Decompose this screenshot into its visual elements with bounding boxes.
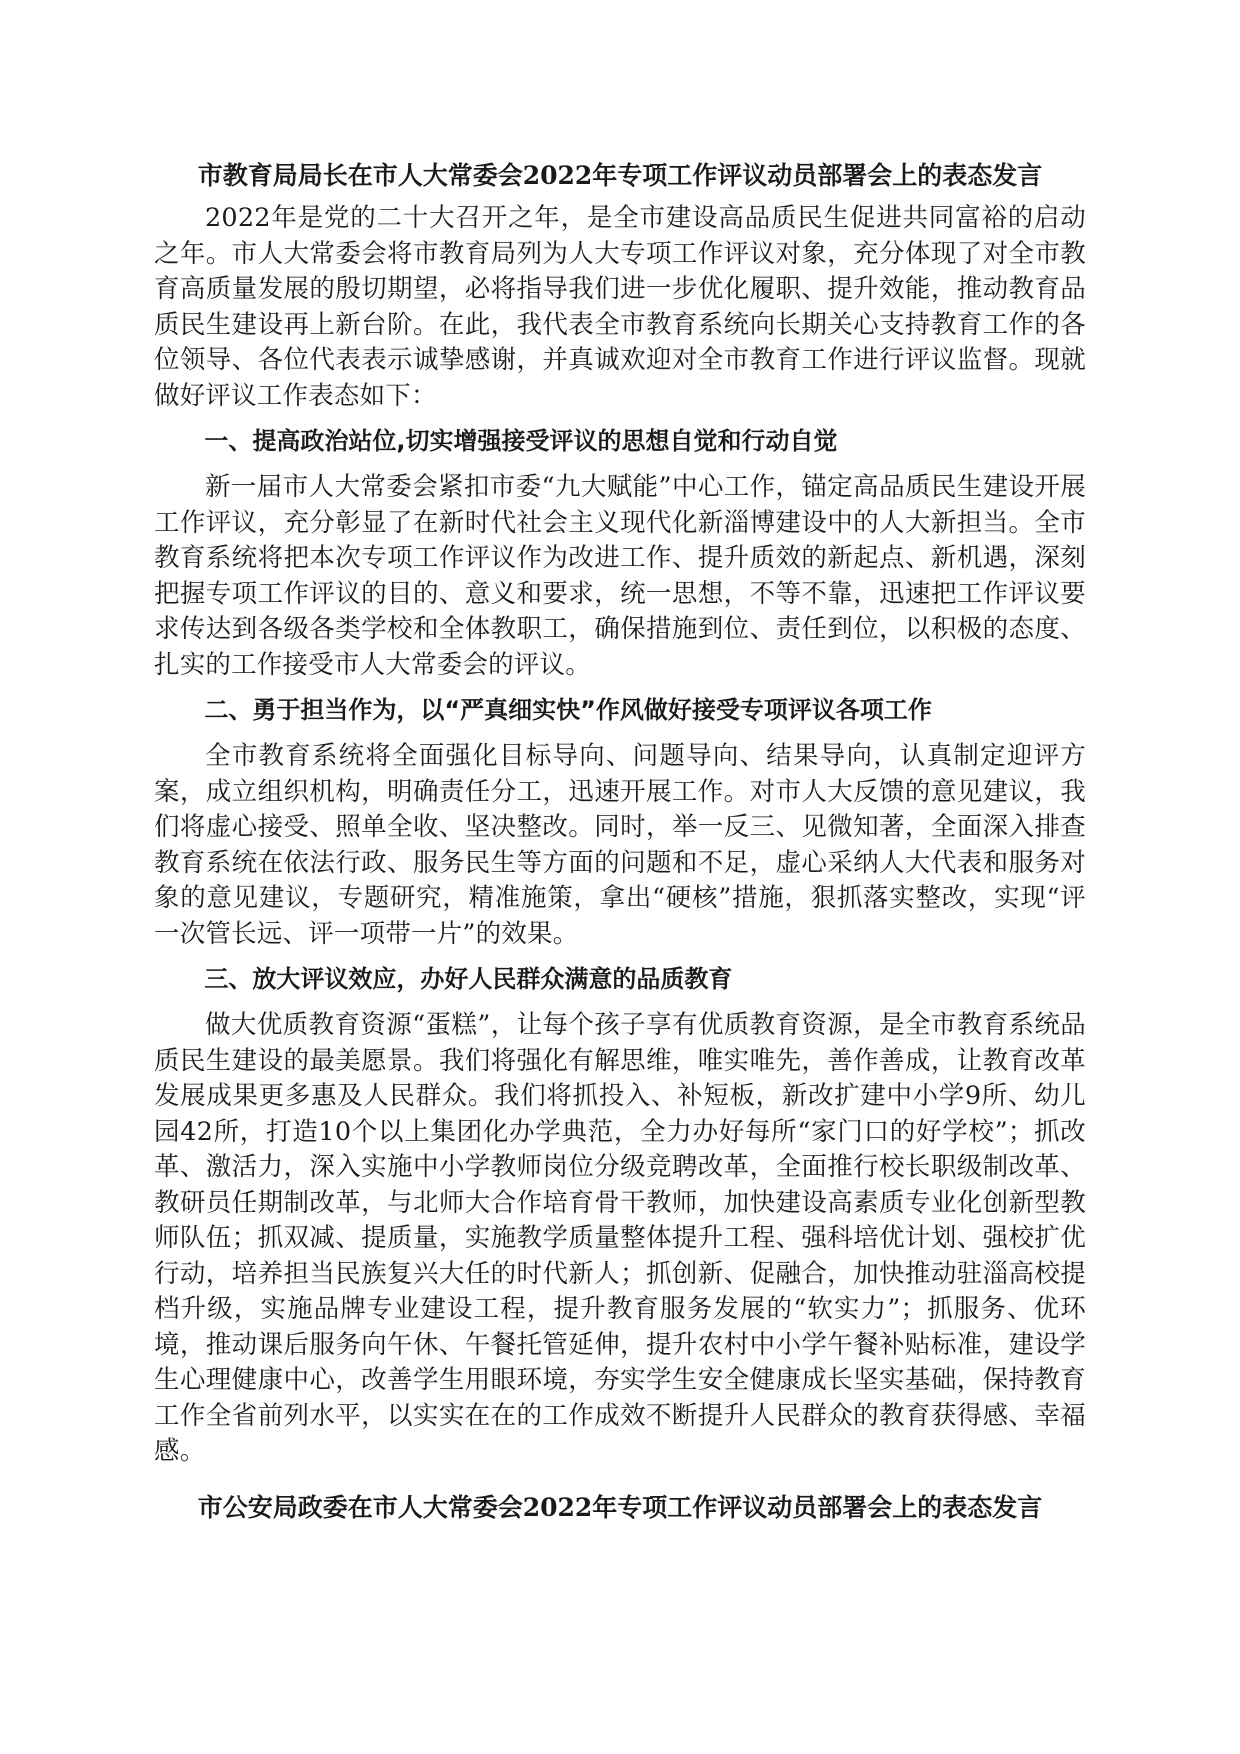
section-body-1: 新一届市人大常委会紧扣市委“九大赋能”中心工作，锚定高品质民生建设开展工作评议，充分彰显了在新时代社会主义现代化新淄博建设中的人大新担当。全市教育系统将把本次专项工作评议作为改进工作、提升质效的新起点、新机遇，深刻把握专项工作评议的目的、意义和要求，统一思想，不等不靠，迅速把工作评议要求传达到各级各类学校和全体教职工，确保措施到位、责任到位，以积极的态度、扎实的工作接受市人大常委会的评议。 [154,472,1086,680]
section-body-2: 全市教育系统将全面强化目标导向、问题导向、结果导向，认真制定迎评方案，成立组织机构，明确责任分工，迅速开展工作。对市人大反馈的意见建议，我们将虚心接受、照单全收、坚决整改。同时，举一反三、见微知著，全面深入排查教育系统在依法行政、服务民生等方面的问题和不足，虚心采纳人大代表和服务对象的意见建议，专题研究，精准施策，拿出“硬核”措施，狠抓落实整改，实现“评一次管长远、评一项带一片”的效果。 [154,741,1086,949]
intro-paragraph: 2022年是党的二十大召开之年，是全市建设高品质民生促进共同富裕的启动之年。市人大常委会将市教育局列为人大专项工作评议对象，充分体现了对全市教育高质量发展的殷切期望，必将指导我们进一步优化履职、提升效能，推动教育品质民生建设再上新台阶。在此，我代表全市教育系统向长期关心支持教育工作的各位领导、各位代表表示诚挚感谢，并真诚欢迎对全市教育工作进行评议监督。现就做好评议工作表态如下： [154,203,1086,411]
section-heading-3: 三、放大评议效应，办好人民群众满意的品质教育 [204,965,733,993]
second-document-title: 市公安局政委在市人大常委会2022年专项工作评议动员部署会上的表态发言 [197,1492,1043,1522]
section-heading-1: 一、提高政治站位,切实增强接受评议的思想自觉和行动自觉 [204,427,838,455]
section-body-3: 做大优质教育资源“蛋糕”，让每个孩子享有优质教育资源，是全市教育系统品质民生建设的最美愿景。我们将强化有解思维，唯实唯先，善作善成，让教育改革发展成果更多惠及人民群众。我们将抓投入、补短板，新改扩建中小学9所、幼儿园42所，打造10个以上集团化办学典范，全力办好每所“家门口的好学校”；抓改革、激活力，深入实施中小学教师岗位分级竞聘改革，全面推行校长职级制改革、教研员任期制改革，与北师大合作培育骨干教师，加快建设高素质专业化创新型教师队伍；抓双减、提质量，实施教学质量整体提升工程、强科培优计划、强校扩优行动，培养担当民族复兴大任的时代新人；抓创新、促融合，加快推动驻淄高校提档升级，实施品牌专业建设工程，提升教育服务发展的“软实力”；抓服务、优环境，推动课后服务向午休、午餐托管延伸，提升农村中小学午餐补贴标准，建设学生心理健康中心，改善学生用眼环境，夯实学生安全健康成长坚实基础，保持教育工作全省前列水平，以实实在在的工作成效不断提升人民群众的教育获得感、幸福感。 [154,1010,1086,1466]
document-title: 市教育局局长在市人大常委会2022年专项工作评议动员部署会上的表态发言 [197,161,1043,190]
section-heading-2: 二、勇于担当作为，以“严真细实快”作风做好接受专项评议各项工作 [204,696,932,724]
